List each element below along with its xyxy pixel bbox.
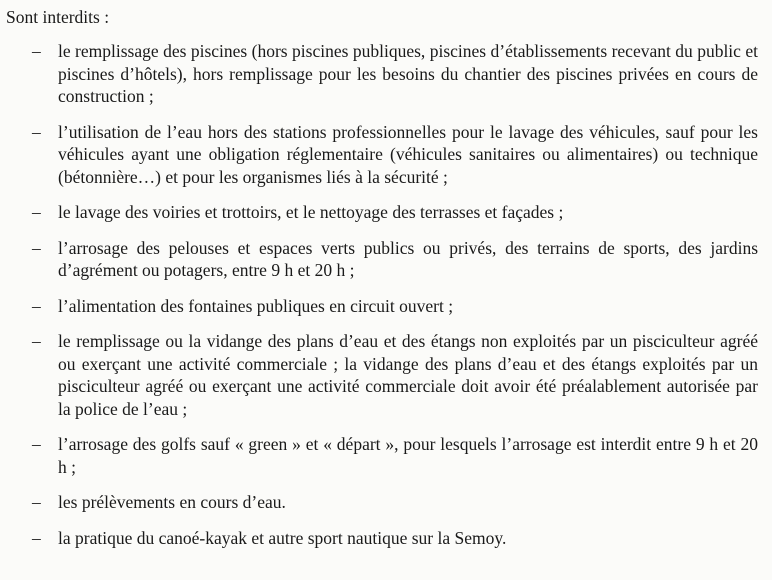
prohibition-list xyxy=(6,40,758,549)
list-item-text: l’arrosage des golfs sauf « green » et « départ », pour lesquels l’arrosage est interdit entre 9 h et 20 h ; xyxy=(58,434,758,477)
list-item-text: la pratique du canoé-kayak et autre sport nautique sur la Semoy. xyxy=(58,527,507,548)
document-heading: Sont interdits : xyxy=(6,7,110,27)
list-item-canoe-kayak xyxy=(6,527,758,550)
bullet-dash: – xyxy=(32,237,41,258)
bullet-dash: – xyxy=(32,527,41,548)
list-item-pool-filling xyxy=(6,40,758,108)
list-item-text: les prélèvements en cours d’eau. xyxy=(58,492,286,512)
list-item-vehicle-washing xyxy=(6,121,758,189)
list-item-text: l’alimentation des fontaines publiques en circuit ouvert ; xyxy=(58,295,454,316)
bullet-dash: – xyxy=(32,202,41,222)
list-item-lawn-watering xyxy=(6,237,758,282)
list-item-river-withdrawals xyxy=(6,491,758,514)
list-item-ponds xyxy=(6,330,758,420)
list-item-road-washing xyxy=(6,201,758,224)
bullet-dash: – xyxy=(32,121,41,142)
bullet-dash: – xyxy=(32,434,41,454)
list-item-text: l’arrosage des pelouses et espaces verts publics ou privés, des terrains de sports, des jardins d’agrément ou potagers, entre 9 h et 20 h ; xyxy=(58,237,758,280)
bullet-dash: – xyxy=(32,492,41,512)
bullet-dash: – xyxy=(32,295,41,316)
list-item-fountains xyxy=(6,295,758,318)
bullet-dash: – xyxy=(32,41,41,61)
list-item-text: le remplissage ou la vidange des plans d’eau et des étangs non exploités par un pisciculteur agréé ou exerçant une activité commerciale ; la vidange des plans d’eau et des étangs exploités par un pisciculteur agréé ou exerçant une activité commerciale doit avoir été préalablement autorisée par la police de l’eau ; xyxy=(58,331,758,419)
list-item-text: le lavage des voiries et trottoirs, et le nettoyage des terrasses et façades ; xyxy=(58,202,564,222)
bullet-dash: – xyxy=(32,331,41,351)
list-item-text: l’utilisation de l’eau hors des stations professionnelles pour le lavage des véhicules, sauf pour les véhicules ayant une obligation réglementaire (véhicules sanitaires ou alimentaires) ou technique (bétonnière…) et pour les organismes liés à la sécurité ; xyxy=(58,121,758,187)
list-item-text: le remplissage des piscines (hors piscines publiques, piscines d’établissements recevant du public et piscines d’hôtels), hors remplissage pour les besoins du chantier des piscines privées en cours de construction ; xyxy=(58,41,758,106)
list-item-golf-watering xyxy=(6,433,758,478)
